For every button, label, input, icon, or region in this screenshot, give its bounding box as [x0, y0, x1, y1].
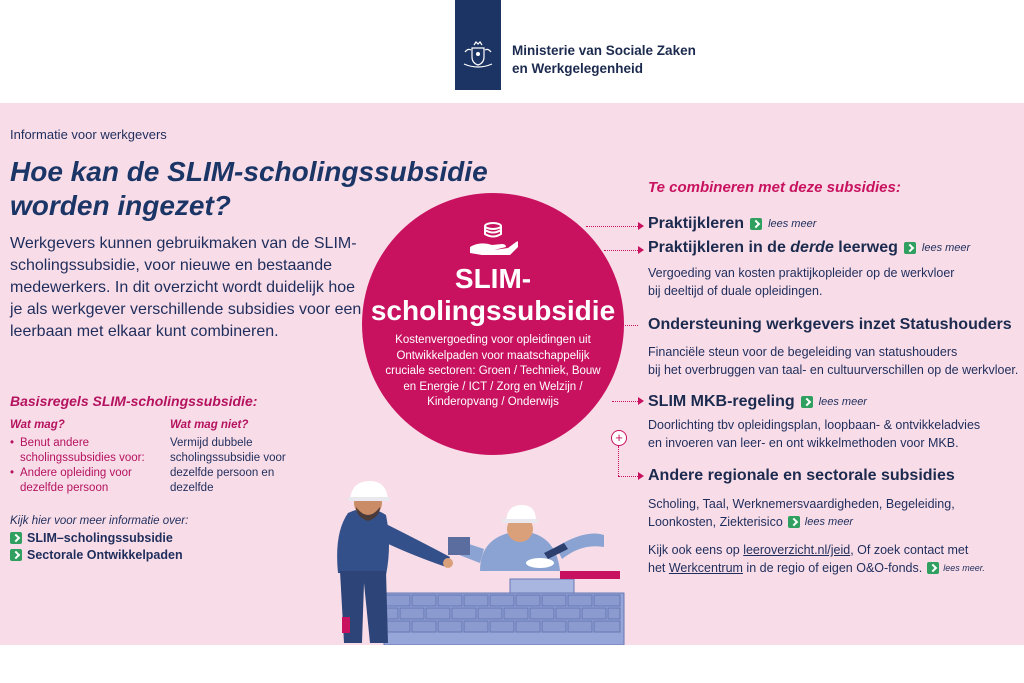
rules-heading: Basisregels SLIM-scholingssubsidie: [10, 393, 258, 409]
infographic-panel [0, 103, 1024, 645]
subsidy-praktijkleren [648, 215, 816, 233]
connector [604, 250, 638, 251]
connector [612, 401, 638, 402]
chevron-right-icon[interactable] [750, 218, 762, 230]
text-part: in de regio of eigen O&O-fonds. [742, 561, 923, 575]
ministry-name [512, 42, 696, 78]
subsidy-title: Praktijkleren [648, 215, 745, 232]
text-line: Financiële steun voor de begeleiding van statushouders [648, 345, 958, 359]
chevron-right-icon [10, 532, 22, 544]
link-slim-scholingssubsidie[interactable] [10, 531, 173, 545]
subsidy-title [648, 239, 898, 257]
coat-of-arms-icon [462, 40, 494, 70]
brick-wall [384, 579, 624, 645]
subsidy-description [648, 495, 1024, 531]
subsidy-title: SLIM MKB-regeling [648, 393, 795, 410]
circle-title-line-1: SLIM- [454, 263, 532, 294]
connector [586, 226, 638, 227]
connector [618, 446, 619, 476]
text-line: bij het overbruggen van taal- en cultuurverschillen op de werkvloer. [648, 363, 1019, 377]
text-line: Scholing, Taal, Werknemersvaardigheden, Begeleiding, [648, 497, 955, 511]
circle-description: Kostenvergoeding voor opleidingen uit Ontwikkelpaden voor maatschappelijk cruciale sectoren: Groen / Techniek, Bouw en Energie / ICT / Zorg en Welzijn / Kinderopvang / Onderwijs [385, 334, 601, 408]
chevron-right-icon[interactable] [801, 396, 813, 408]
arrow-icon [638, 246, 644, 254]
chevron-right-icon[interactable] [904, 242, 916, 254]
arrow-icon [638, 397, 644, 405]
text-line [648, 559, 1024, 577]
subsidy-description [648, 264, 1024, 300]
text-line: en invoeren van leer- en ont wikkelmethoden voor MKB. [648, 436, 959, 450]
subsidy-title: Ondersteuning werkgevers inzet Statushouders [648, 316, 1012, 333]
title-part-italic: derde [790, 239, 834, 256]
chevron-right-icon [10, 549, 22, 561]
subsidy-statushouders [648, 316, 1012, 334]
chevron-right-icon[interactable] [927, 562, 939, 574]
read-more-link[interactable]: lees meer [768, 218, 817, 230]
kicker: Informatie voor werkgevers [10, 127, 167, 142]
plus-icon: + [611, 430, 627, 446]
circle-title [362, 263, 624, 327]
link-label: SLIM–scholingssubsidie [27, 531, 173, 545]
arrow-icon [638, 222, 644, 230]
subsidy-slim-mkb [648, 393, 867, 411]
link-sectorale-ontwikkelpaden[interactable] [10, 548, 183, 562]
read-more-link[interactable]: lees meer. [943, 563, 985, 573]
subsidy-regional [648, 467, 955, 485]
title-part: Praktijkleren in de [648, 239, 791, 256]
text-line: Vergoeding van kosten praktijkopleider op de werkvloer [648, 266, 955, 280]
combine-heading: Te combineren met deze subsidies: [648, 179, 901, 196]
circle-title-line-2: scholingssubsidie [370, 295, 616, 326]
werkcentrum-link[interactable]: Werkcentrum [668, 561, 743, 575]
worker-2 [448, 505, 604, 571]
text-part: Loonkosten, Ziekterisico [648, 515, 783, 529]
text-line [648, 513, 1024, 531]
denied-heading: Wat mag niet? [170, 419, 249, 431]
subsidy-description [648, 416, 1024, 452]
list-item: • Andere opleiding voor dezelfde persoon [10, 466, 160, 496]
leeroverzicht-link[interactable]: leeroverzicht.nl/jeid [743, 543, 851, 557]
page-title: Hoe kan de SLIM-scholingssubsidie worden ingezet? [10, 156, 488, 221]
subsidy-title: Andere regionale en sectorale subsidies [648, 467, 955, 484]
coins-hand-icon [468, 219, 518, 259]
text-part: Kijk ook eens op [648, 543, 744, 557]
read-more-link[interactable]: lees meer [921, 242, 971, 254]
read-more-link[interactable]: lees meer [818, 396, 867, 408]
subsidy-derde-leerweg [648, 239, 970, 257]
allowed-heading: Wat mag? [10, 419, 65, 431]
footer-note [648, 541, 1024, 577]
ministry-line-2: en Werkgelegenheid [512, 61, 644, 76]
list-item: • Benut andere scholingssubsidies voor: [10, 436, 160, 466]
subsidy-description [648, 343, 1024, 379]
more-info-heading: Kijk hier voor meer informatie over: [10, 515, 189, 527]
intro-text: Werkgevers kunnen gebruikmaken van de SLIM-scholingssubsidie, voor nieuwe en bestaande medewerkers. In dit overzicht wordt duidelijk hoe je als werkgever verschillende subsidies voor een leerbaan met elkaar kunt combineren. [10, 235, 362, 340]
title-part: leerweg [833, 239, 898, 256]
header [0, 0, 1024, 103]
text-line [648, 541, 1024, 559]
link-label: Sectorale Ontwikkelpaden [27, 548, 183, 562]
denied-text: Vermijd dubbele scholingssubsidie voor dezelfde persoon en dezelfde [170, 437, 286, 494]
text-line: Doorlichting tbv opleidingsplan, loopbaan- & ontvikkeladvies [648, 418, 981, 432]
allowed-list [10, 436, 160, 496]
text-part: het [648, 561, 669, 575]
slim-circle [362, 193, 624, 455]
government-logo [455, 0, 501, 90]
connector [618, 476, 638, 477]
connector [620, 325, 638, 326]
read-more-link[interactable]: lees meer [804, 516, 854, 528]
text-line: bij deeltijd of duale opleidingen. [648, 284, 823, 298]
ministry-line-1: Ministerie van Sociale Zaken [512, 43, 696, 58]
arrow-icon [638, 472, 644, 480]
text-part: , Of zoek contact met [850, 543, 969, 557]
chevron-right-icon[interactable] [788, 516, 800, 528]
